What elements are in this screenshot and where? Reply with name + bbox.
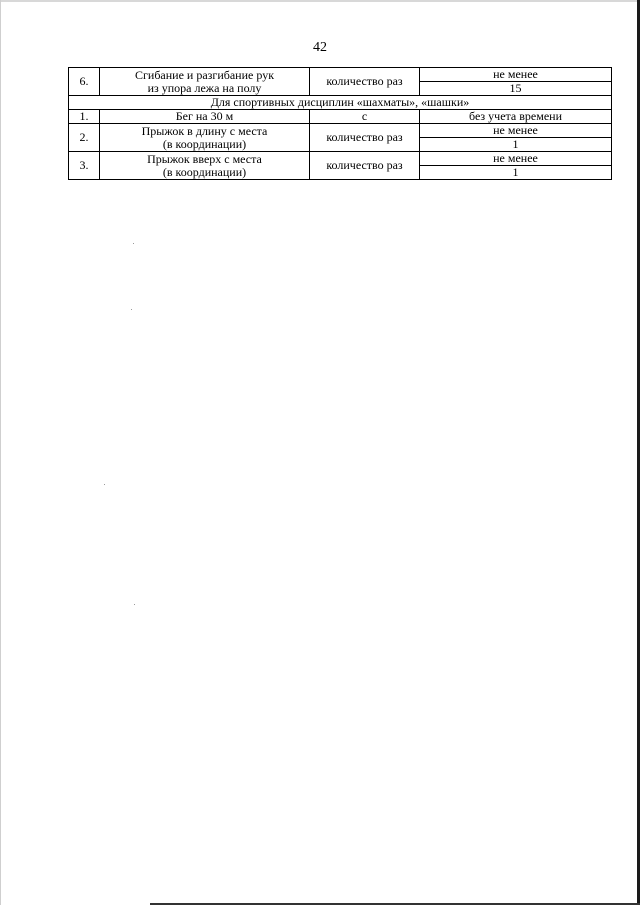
value-cell: 15: [420, 82, 612, 96]
exercise-name-line2: (в координации): [162, 136, 247, 151]
scan-speck: [104, 484, 105, 485]
page-number: 42: [313, 40, 327, 55]
exercise-name-line2: из упора лежа на полу: [147, 80, 262, 95]
row-number: 1.: [69, 110, 100, 124]
unit-cell: с: [310, 110, 420, 124]
scan-speck: [134, 604, 135, 605]
requirement-cell: не менее: [420, 152, 612, 166]
section-heading: Для спортивных дисциплин «шахматы», «шашки»: [69, 96, 612, 110]
exercise-name: [100, 68, 310, 96]
exercise-name-line1: Прыжок вверх с места: [147, 151, 262, 166]
unit-cell: количество раз: [310, 124, 420, 152]
value-cell: 1: [420, 166, 612, 180]
exercise-name: [100, 152, 310, 180]
exercise-name-line2: (в координации): [162, 164, 247, 179]
scan-speck: [131, 309, 132, 310]
unit-cell: количество раз: [310, 68, 420, 96]
norms-table: [68, 67, 612, 180]
row-number: 2.: [69, 124, 100, 152]
exercise-name-line1: Прыжок в длину с места: [141, 123, 268, 138]
table-row: [69, 152, 612, 166]
unit-cell: количество раз: [310, 152, 420, 180]
value-cell: 1: [420, 138, 612, 152]
exercise-name: Бег на 30 м: [100, 110, 310, 124]
table-row: [69, 68, 612, 82]
scan-speck: [133, 243, 134, 244]
row-number: 6.: [69, 68, 100, 96]
exercise-name-line1: Сгибание и разгибание рук: [134, 67, 275, 82]
table-row: [69, 110, 612, 124]
table-row: [69, 124, 612, 138]
page-edge-top: [0, 0, 640, 2]
row-number: 3.: [69, 152, 100, 180]
requirement-cell: не менее: [420, 124, 612, 138]
exercise-name: [100, 124, 310, 152]
value-cell: без учета времени: [420, 110, 612, 124]
section-heading-row: [69, 96, 612, 110]
requirement-cell: не менее: [420, 68, 612, 82]
page-edge-left: [0, 0, 1, 905]
